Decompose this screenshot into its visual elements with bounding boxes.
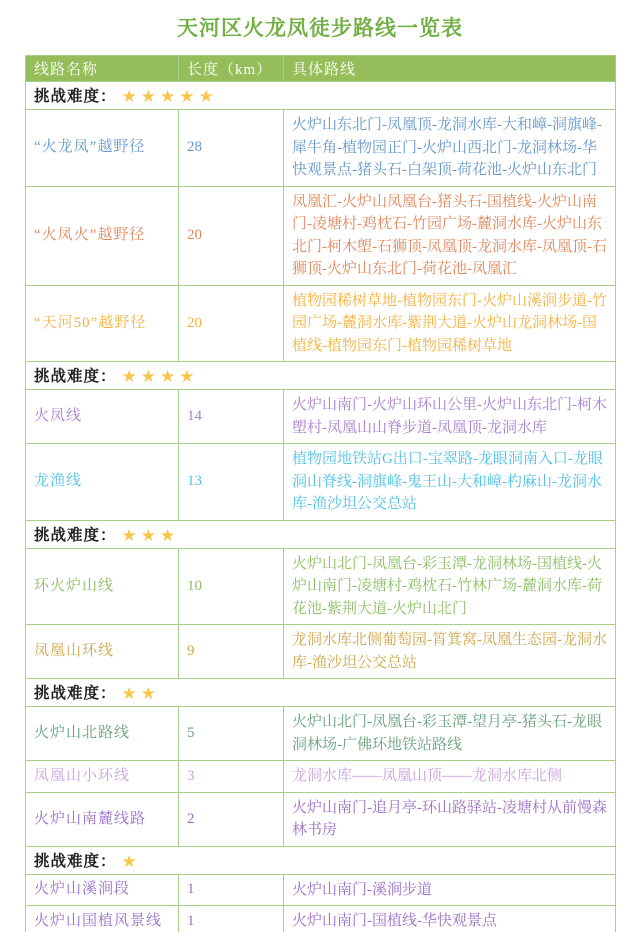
- route-name: “火凤火”越野径: [26, 186, 179, 285]
- difficulty-row-1: [26, 846, 616, 874]
- table-row: [26, 792, 616, 846]
- route-detail: 植物园稀树草地-植物园东门-火炉山溪涧步道-竹园广场-麓洞水库-紫荆大道-火炉山龙洞林场-国植线-植物园东门-植物园稀树草地: [284, 285, 616, 362]
- difficulty-label: 挑战难度：: [34, 368, 117, 385]
- route-detail: 龙洞水库——凤凰山顶——龙洞水库北侧: [284, 761, 616, 793]
- route-length: 2: [179, 792, 284, 846]
- route-length: 13: [179, 444, 284, 521]
- route-length: 20: [179, 285, 284, 362]
- star-rating: ★★★★: [121, 367, 199, 387]
- star-rating: ★★: [121, 684, 160, 704]
- table-row: [26, 625, 616, 679]
- route-name: 环火炉山线: [26, 548, 179, 625]
- table-row: [26, 874, 616, 906]
- difficulty-label: 挑战难度：: [34, 526, 117, 544]
- table-row: [26, 906, 616, 932]
- table-row: [26, 186, 616, 285]
- route-detail: 火炉山北门-凤凰台-彩玉潭-龙洞林场-国植线-火炉山南门-凌塘村-鸡枕石-竹林广场-麓洞水库-荷花池-紫荆大道-火炉山北门: [284, 548, 616, 625]
- table-row: [26, 761, 616, 793]
- column-header-length: 长度（km）: [179, 56, 284, 82]
- route-length: 9: [179, 625, 284, 679]
- difficulty-row-3: [26, 520, 616, 548]
- route-length: 28: [179, 110, 284, 187]
- table-row: [26, 548, 616, 625]
- route-detail: 火炉山东北门-凤凰顶-龙洞水库-大和嶂-洞旗峰-犀牛角-植物园正门-火炉山西北门-龙洞林场-华快观景点-猪头石-白架顶-荷花池-火炉山东北门: [284, 110, 616, 187]
- route-name: 火凤线: [26, 390, 179, 444]
- table-row: [26, 390, 616, 444]
- route-detail: 火炉山南门-溪涧步道: [284, 874, 616, 906]
- route-length: 1: [179, 874, 284, 906]
- route-name: 凤凰山环线: [26, 625, 179, 679]
- routes-table: [25, 55, 616, 932]
- route-length: 1: [179, 906, 284, 932]
- table-row: [26, 444, 616, 521]
- route-detail: 火炉山北门-凤凰台-彩玉潭-望月亭-猪头石-龙眼洞林场-广佛环地铁站路线: [284, 707, 616, 761]
- route-length: 5: [179, 707, 284, 761]
- route-detail: 火炉山南门-追月亭-环山路驿站-凌塘村从前慢森林书房: [284, 792, 616, 846]
- route-name: 龙渔线: [26, 444, 179, 521]
- difficulty-label: 挑战难度：: [34, 88, 117, 105]
- route-detail: 植物园地铁站G出口-宝翠路-龙眼洞南入口-龙眼洞山脊线-洞旗峰-鬼王山-大和嶂-杓麻山-龙洞水库-渔沙坦公交总站: [284, 444, 616, 521]
- star-rating: ★★★: [121, 525, 180, 546]
- route-length: 10: [179, 548, 284, 625]
- star-rating: ★: [121, 851, 141, 872]
- page-title: 天河区火龙凤徒步路线一览表: [177, 17, 463, 40]
- column-header-route: 具体路线: [284, 56, 616, 82]
- route-name: 火炉山南麓线路: [26, 792, 179, 846]
- difficulty-label: 挑战难度：: [34, 685, 117, 702]
- difficulty-row-5: [26, 82, 616, 110]
- table-row: [26, 707, 616, 761]
- route-detail: 凤凰汇-火炉山凤凰台-猪头石-国植线-火炉山南门-凌塘村-鸡枕石-竹园广场-麓洞水库-火炉山东北门-柯木塱-石狮顶-凤凰顶-龙洞水库-凤凰顶-石狮顶-火炉山东北门-荷花池-凤凰汇: [284, 186, 616, 285]
- difficulty-row-4: [26, 362, 616, 390]
- table-header-row: [26, 56, 616, 82]
- route-name: “火龙凤”越野径: [26, 110, 179, 187]
- route-detail: 火炉山南门-国植线-华快观景点: [284, 906, 616, 932]
- table-row: [26, 285, 616, 362]
- column-header-name: 线路名称: [26, 56, 179, 82]
- route-name: 凤凰山小环线: [26, 761, 179, 793]
- difficulty-row-2: [26, 679, 616, 707]
- table-row: [26, 110, 616, 187]
- route-detail: 龙洞水库北侧葡萄园-筲箕窝-凤凰生态园-龙洞水库-渔沙坦公交总站: [284, 625, 616, 679]
- route-length: 20: [179, 186, 284, 285]
- route-length: 3: [179, 761, 284, 793]
- star-rating: ★★★★★: [121, 87, 218, 107]
- route-name: 火炉山北路线: [26, 707, 179, 761]
- route-detail: 火炉山南门-火炉山环山公里-火炉山东北门-柯木塱村-凤凰山山脊步道-凤凰顶-龙洞水库: [284, 390, 616, 444]
- route-length: 14: [179, 390, 284, 444]
- route-name: 火炉山溪涧段: [26, 874, 179, 906]
- difficulty-label: 挑战难度：: [34, 852, 117, 870]
- route-name: “天河50”越野径: [26, 285, 179, 362]
- route-name: 火炉山国植风景线: [26, 906, 179, 932]
